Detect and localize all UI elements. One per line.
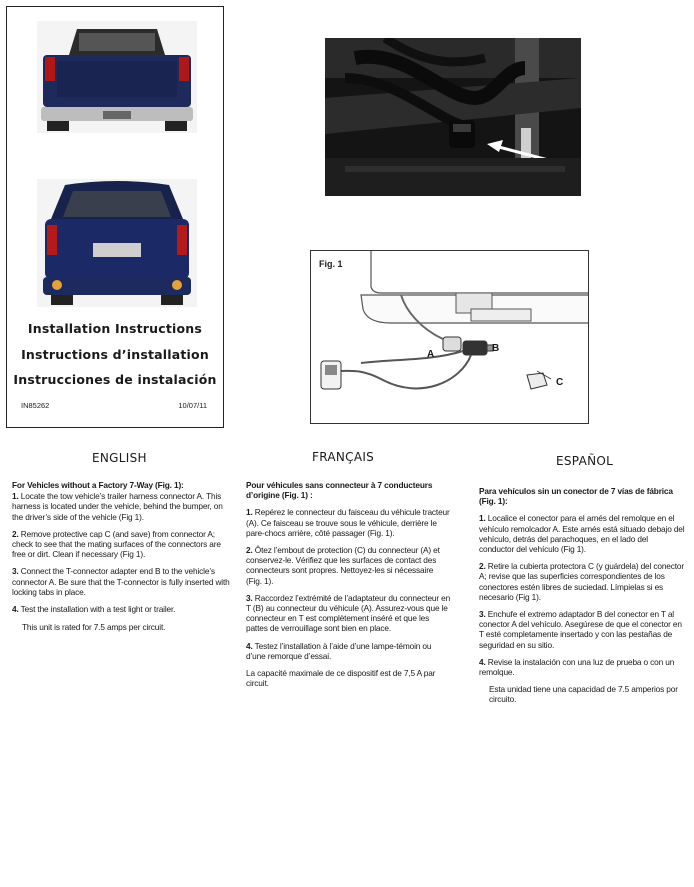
spanish-intro: Para vehículos sin un conector de 7 vías de fábrica (Fig. 1): <box>479 486 673 507</box>
french-column <box>246 480 451 695</box>
cover-title-es: Instrucciones de instalación <box>13 372 217 387</box>
spanish-rating: Esta unidad tiene una capacidad de 7.5 amperios por circuito. <box>489 684 678 705</box>
callout-b: B <box>492 343 500 354</box>
callout-a: A <box>427 349 435 360</box>
english-rating: This unit is rated for 7.5 amps per circuit. <box>22 622 166 633</box>
spanish-heading: ESPAÑOL <box>556 454 614 468</box>
spanish-step-1: 1. Localice el conector para el arnés del remolque en el vehículo remolcador A. Este arnés está situado debajo del vehículo, detrás del parachoques, en el lado del conductor del vehículo (Fig 1). <box>479 513 685 555</box>
rear-suv-photo-icon <box>37 179 197 307</box>
english-step-2: 2. Remove protective cap C (and save) from connector A; check to see that the mating surfaces of the connectors are free or dirt. Clean if necessary (Fig 1). <box>12 528 221 560</box>
english-step-4: 4. Test the installation with a test light or trailer. <box>12 604 176 615</box>
french-step-2: 2. Ôtez l’embout de protection (C) du connecteur (A) et conservez-le. Vérifiez que les surfaces de contact des connecteurs sont propres. Nettoyez-les si nécessaire (Fig. 1). <box>246 545 440 586</box>
english-intro: For Vehicles without a Factory 7-Way (Fig. 1): <box>12 480 184 490</box>
doc-number: IN85262 <box>21 401 50 410</box>
spanish-step-2: 2. Retire la cubierta protectora C (y guárdela) del conector A; revise que las superficies correspondientes de los conectores estén libres de suciedad. Límpielas si es necesario (Fig 1). <box>479 561 684 602</box>
cover-title-fr: Instructions d’installation <box>21 347 209 362</box>
figure-label: Fig. 1 <box>319 259 343 269</box>
spanish-step-4: 4. Revise la instalación con una luz de prueba o con un remolque. <box>479 656 675 678</box>
callout-c: C <box>556 377 564 388</box>
french-intro: Pour véhicules sans connecteur à 7 conducteurs d’origine (Fig. 1) : <box>246 480 433 501</box>
cover-title-en: Installation Instructions <box>27 321 203 336</box>
english-heading: ENGLISH <box>92 451 147 465</box>
english-step-3: 3. Connect the T-connector adapter end B to the vehicle’s connector A. Be sure that the T-connector is fully inserted with locking tabs in place. <box>12 566 230 597</box>
figure-1 <box>310 250 589 424</box>
french-step-1: 1. Repérez le connecteur du faisceau du véhicule tracteur (A). Ce faisceau se trouve sous le véhicule, derrière le pare-chocs arrière, côté passager (Fig. 1). <box>246 507 450 538</box>
french-rating: La capacité maximale de ce dispositif est de 7,5 A par circuit. <box>246 668 436 689</box>
doc-date: 10/07/11 <box>178 401 207 410</box>
spanish-column <box>479 486 685 712</box>
english-step-1: 1. Locate the tow vehicle’s trailer harness connector A. This harness is located under the vehicle, behind the bumper, on the driver’s side of the vehicle (Fig 1). <box>12 491 223 522</box>
french-step-3: 3. Raccordez l’extrémité de l’adaptateur du connecteur en T (B) au connecteur du véhicule (A). Assurez-vous que le connecteur en T est complètement inséré et que les pattes de verrouillage sont bien en place. <box>246 592 451 634</box>
french-heading: FRANÇAIS <box>312 450 375 464</box>
spanish-step-3: 3. Enchufe el extremo adaptador B del conector en T al conector A del vehículo. Asegúrese de que el conector en T esté completamente insertado y con las pestañas de seguridad en su sitio. <box>479 609 682 650</box>
english-column <box>12 480 230 639</box>
hitch-connector-photo-icon <box>325 38 581 196</box>
french-step-4: 4. Testez l’installation à l’aide d’une lampe-témoin ou d’une remorque d’essai. <box>246 640 432 661</box>
rear-pickup-truck-photo-icon <box>37 21 197 133</box>
cover-panel <box>6 6 224 428</box>
